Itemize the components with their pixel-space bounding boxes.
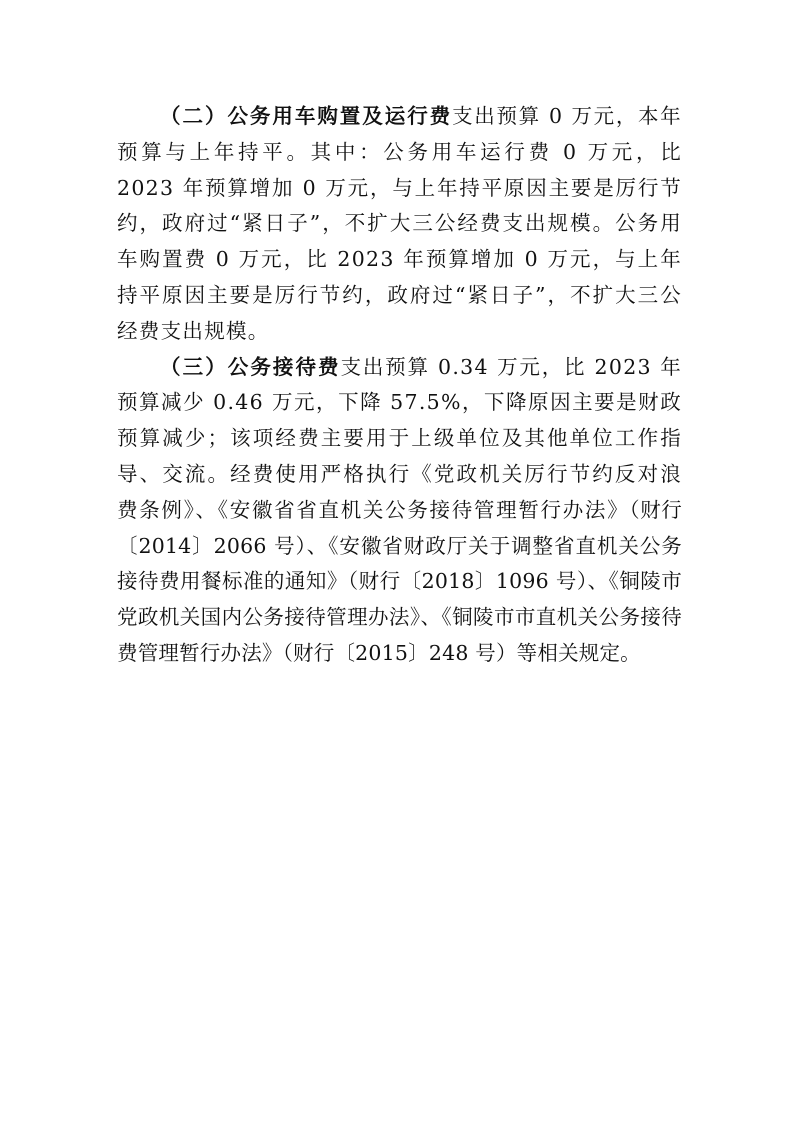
paragraph-reception-expenses — [117, 350, 682, 672]
section-body-vehicle: 支出预算 0 万元，本年预算与上年持平。其中：公务用车运行费 0 万元，比 2023 年预算增加 0 万元，与上年持平原因主要是厉行节约，政府过“紧日子”，不扩大三公经费支出规模。公务用车购置费 0 万元，比 2023 年预算增加 0 万元，与上年持平原因主要是厉行节约，政府过“紧日子”，不扩大三公经费支出规模。 — [117, 104, 682, 343]
section-heading-vehicle: （二）公务用车购置及运行费 — [160, 104, 453, 128]
paragraph-vehicle-expenses — [117, 99, 682, 350]
section-heading-reception: （三）公务接待费 — [160, 354, 341, 379]
document-body — [117, 99, 682, 672]
section-body-reception-part-3: （财行〔2015〕248 号）等相关规定。 — [282, 640, 641, 665]
section-body-reception-part-1: 支出预算 0.34 万元，比 2023 年预算减少 0.46 万元，下降 57.5%，下降原因主要是财政预算减少；该项经费主要用于上级单位及其他单位工作指导、交流。经费使用严格执行《党政机关厉行节约反对浪费条例》、《安徽省省直机关公务接待管理暂行办法》 — [117, 354, 682, 522]
section-body-reception-part-2: （财行〔2014〕2066 号）、《安徽省财政厅关于调整省直机关公务接待费用餐标准的通知》（财行〔2018〕1096 号）、《铜陵市党政机关国内公务接待管理办法》、《铜陵市市直机关公务接待费管理暂行办法》 — [117, 497, 682, 665]
